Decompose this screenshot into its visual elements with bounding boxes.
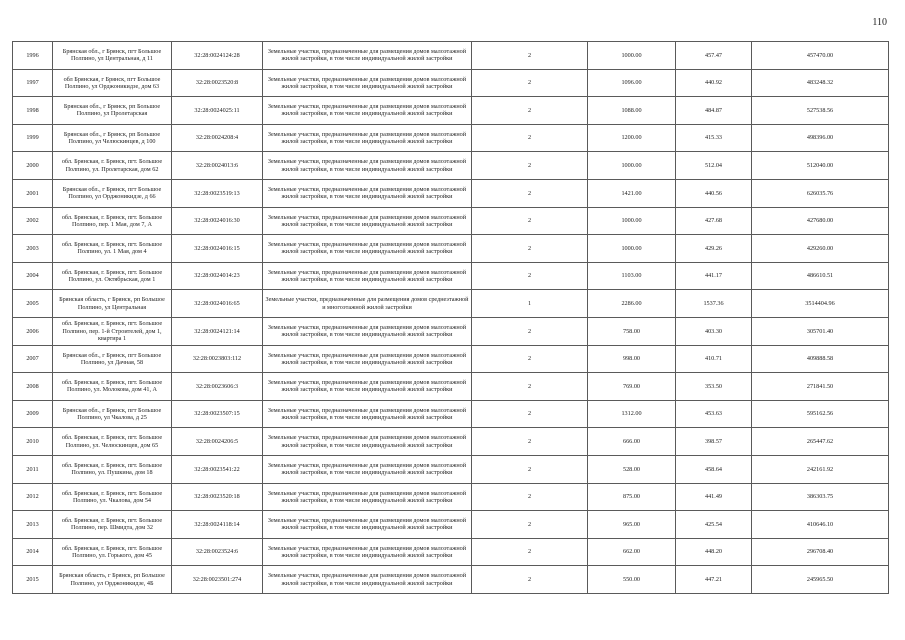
specific-value-cell: 353.50 — [676, 373, 752, 401]
cadastral-number-cell: 32:28:0024013:6 — [172, 152, 263, 180]
row-number-cell: 2001 — [13, 179, 53, 207]
group-code-cell: 2 — [472, 235, 588, 263]
cadastral-number-cell: 32:28:0024208:4 — [172, 124, 263, 152]
specific-value-cell: 484.87 — [676, 97, 752, 125]
area-cell: 1200.00 — [588, 124, 676, 152]
row-number-cell: 2011 — [13, 455, 53, 483]
land-use-cell: Земельные участки, предназначенные для размещения домов малоэтажной жилой застройки, в том числе индивидуальной жилой застройки — [263, 179, 472, 207]
area-cell: 1103.00 — [588, 262, 676, 290]
group-code-cell: 1 — [472, 290, 588, 318]
address-cell: Брянская область, г Брянск, рп Большое Полпино, ул Центральная — [53, 290, 172, 318]
specific-value-cell: 415.33 — [676, 124, 752, 152]
cadastral-value-cell: 305701.40 — [752, 317, 889, 345]
area-cell: 1088.00 — [588, 97, 676, 125]
cadastral-number-cell: 32:28:0023519:13 — [172, 179, 263, 207]
land-use-cell: Земельные участки, предназначенные для размещения домов малоэтажной жилой застройки, в том числе индивидуальной жилой застройки — [263, 455, 472, 483]
cadastral-number-cell: 32:28:0023520:8 — [172, 69, 263, 97]
cadastral-number-cell: 32:28:0023803:112 — [172, 345, 263, 373]
table-row — [13, 42, 889, 70]
table-row — [13, 400, 889, 428]
address-cell: Брянская обл., г Брянск, рп Большое Полпино, ул Пролетарская — [53, 97, 172, 125]
area-cell: 528.00 — [588, 455, 676, 483]
group-code-cell: 2 — [472, 538, 588, 566]
row-number-cell: 2010 — [13, 428, 53, 456]
specific-value-cell: 448.20 — [676, 538, 752, 566]
row-number-cell: 2008 — [13, 373, 53, 401]
address-cell: Брянская обл., г Брянск, пгт Большое Полпино, ул Центральная, д 11 — [53, 42, 172, 70]
row-number-cell: 2006 — [13, 317, 53, 345]
cadastral-number-cell: 32:28:0023524:6 — [172, 538, 263, 566]
cadastral-value-cell: 457470.00 — [752, 42, 889, 70]
cadastral-number-cell: 32:28:0023606:3 — [172, 373, 263, 401]
cadastral-number-cell: 32:28:0024016:65 — [172, 290, 263, 318]
row-number-cell: 2015 — [13, 566, 53, 594]
land-use-cell: Земельные участки, предназначенные для размещения домов среднеэтажной и многоэтажной жилой застройки — [263, 290, 472, 318]
cadastral-value-cell: 242161.92 — [752, 455, 889, 483]
row-number-cell: 1997 — [13, 69, 53, 97]
cadastral-value-cell: 386303.75 — [752, 483, 889, 511]
cadastral-value-cell: 429260.00 — [752, 235, 889, 263]
row-number-cell: 2012 — [13, 483, 53, 511]
area-cell: 1421.00 — [588, 179, 676, 207]
group-code-cell: 2 — [472, 455, 588, 483]
area-cell: 875.00 — [588, 483, 676, 511]
specific-value-cell: 429.26 — [676, 235, 752, 263]
table-row — [13, 511, 889, 539]
table-row — [13, 566, 889, 594]
specific-value-cell: 398.57 — [676, 428, 752, 456]
table-row — [13, 179, 889, 207]
specific-value-cell: 427.68 — [676, 207, 752, 235]
cadastral-number-cell: 32:28:0024014:23 — [172, 262, 263, 290]
cadastral-number-cell: 32:28:0023541:22 — [172, 455, 263, 483]
cadastral-number-cell: 32:28:0024118:14 — [172, 511, 263, 539]
address-cell: Брянская обл., г Брянск, пгт Большое Полпино, ул Орджоникидзе, д 66 — [53, 179, 172, 207]
row-number-cell: 2009 — [13, 400, 53, 428]
specific-value-cell: 512.04 — [676, 152, 752, 180]
land-use-cell: Земельные участки, предназначенные для размещения домов малоэтажной жилой застройки, в том числе индивидуальной жилой застройки — [263, 538, 472, 566]
row-number-cell: 2014 — [13, 538, 53, 566]
specific-value-cell: 425.54 — [676, 511, 752, 539]
area-cell: 965.00 — [588, 511, 676, 539]
group-code-cell: 2 — [472, 511, 588, 539]
table-row — [13, 262, 889, 290]
cadastral-value-cell: 410646.10 — [752, 511, 889, 539]
cadastral-value-cell: 296708.40 — [752, 538, 889, 566]
group-code-cell: 2 — [472, 345, 588, 373]
cadastral-number-cell: 32:28:0023501:274 — [172, 566, 263, 594]
land-use-cell: Земельные участки, предназначенные для размещения домов малоэтажной жилой застройки, в том числе индивидуальной жилой застройки — [263, 42, 472, 70]
specific-value-cell: 453.63 — [676, 400, 752, 428]
table-row — [13, 69, 889, 97]
address-cell: обл. Брянская, г. Брянск, пгт. Большое Полпино, пер. Шмидта, дом 32 — [53, 511, 172, 539]
specific-value-cell: 441.17 — [676, 262, 752, 290]
cadastral-number-cell: 32:28:0024016:15 — [172, 235, 263, 263]
group-code-cell: 2 — [472, 69, 588, 97]
land-use-cell: Земельные участки, предназначенные для размещения домов малоэтажной жилой застройки, в том числе индивидуальной жилой застройки — [263, 262, 472, 290]
area-cell: 1000.00 — [588, 235, 676, 263]
area-cell: 666.00 — [588, 428, 676, 456]
cadastral-number-cell: 32:28:0023507:15 — [172, 400, 263, 428]
page-number: 110 — [872, 17, 887, 28]
group-code-cell: 2 — [472, 566, 588, 594]
cadastral-value-cell: 245965.50 — [752, 566, 889, 594]
table-row — [13, 124, 889, 152]
address-cell: обл. Брянская, г. Брянск, пгт. Большое Полпино, пер. 1 Мая, дом 7, А — [53, 207, 172, 235]
table-row — [13, 345, 889, 373]
land-use-cell: Земельные участки, предназначенные для размещения домов малоэтажной жилой застройки, в том числе индивидуальной жилой застройки — [263, 511, 472, 539]
cadastral-value-cell: 271841.50 — [752, 373, 889, 401]
row-number-cell: 1999 — [13, 124, 53, 152]
row-number-cell: 2005 — [13, 290, 53, 318]
row-number-cell: 2002 — [13, 207, 53, 235]
group-code-cell: 2 — [472, 373, 588, 401]
row-number-cell: 2013 — [13, 511, 53, 539]
cadastral-number-cell: 32:28:0024121:14 — [172, 317, 263, 345]
specific-value-cell: 1537.36 — [676, 290, 752, 318]
table-row — [13, 483, 889, 511]
table-row — [13, 290, 889, 318]
group-code-cell: 2 — [472, 179, 588, 207]
cadastral-number-cell: 32:28:0024124:28 — [172, 42, 263, 70]
address-cell: обл. Брянская, г. Брянск, пгт. Большое Полпино, ул. Октябрьская, дом 1 — [53, 262, 172, 290]
cadastral-value-cell: 626035.76 — [752, 179, 889, 207]
cadastral-value-cell: 265447.62 — [752, 428, 889, 456]
land-use-cell: Земельные участки, предназначенные для размещения домов малоэтажной жилой застройки, в том числе индивидуальной жилой застройки — [263, 207, 472, 235]
address-cell: обл. Брянская, г. Брянск, пгт. Большое Полпино, пер. 1-й Строителей, дом 1, квартира 1 — [53, 317, 172, 345]
address-cell: обл. Брянская, г. Брянск, пгт. Большое Полпино, ул. Молокова, дом 41, А — [53, 373, 172, 401]
address-cell: обл. Брянская, г. Брянск, пгт. Большое Полпино, ул. Горького, дом 45 — [53, 538, 172, 566]
table-row — [13, 428, 889, 456]
address-cell: обл. Брянская, г. Брянск, пгт. Большое Полпино, ул. Челюскинцев, дом 65 — [53, 428, 172, 456]
table-row — [13, 235, 889, 263]
specific-value-cell: 403.30 — [676, 317, 752, 345]
area-cell: 1096.00 — [588, 69, 676, 97]
group-code-cell: 2 — [472, 42, 588, 70]
table-row — [13, 97, 889, 125]
row-number-cell: 2003 — [13, 235, 53, 263]
group-code-cell: 2 — [472, 262, 588, 290]
cadastral-value-cell: 527538.56 — [752, 97, 889, 125]
table-row — [13, 152, 889, 180]
row-number-cell: 2007 — [13, 345, 53, 373]
group-code-cell: 2 — [472, 207, 588, 235]
cadastral-value-cell: 486610.51 — [752, 262, 889, 290]
area-cell: 1312.00 — [588, 400, 676, 428]
table-row — [13, 455, 889, 483]
specific-value-cell: 447.21 — [676, 566, 752, 594]
land-use-cell: Земельные участки, предназначенные для размещения домов малоэтажной жилой застройки, в том числе индивидуальной жилой застройки — [263, 152, 472, 180]
group-code-cell: 2 — [472, 124, 588, 152]
cadastral-value-cell: 427680.00 — [752, 207, 889, 235]
table-row — [13, 317, 889, 345]
cadastral-value-cell: 409888.58 — [752, 345, 889, 373]
cadastral-number-cell: 32:28:0023520:18 — [172, 483, 263, 511]
land-use-cell: Земельные участки, предназначенные для размещения домов малоэтажной жилой застройки, в том числе индивидуальной жилой застройки — [263, 69, 472, 97]
land-use-cell: Земельные участки, предназначенные для размещения домов малоэтажной жилой застройки, в том числе индивидуальной жилой застройки — [263, 373, 472, 401]
land-use-cell: Земельные участки, предназначенные для размещения домов малоэтажной жилой застройки, в том числе индивидуальной жилой застройки — [263, 235, 472, 263]
address-cell: Брянская обл., г Брянск, пгт Большое Полпино, ул Дачная, 58 — [53, 345, 172, 373]
cadastral-value-cell: 498396.00 — [752, 124, 889, 152]
row-number-cell: 1998 — [13, 97, 53, 125]
cadastral-number-cell: 32:28:0024016:30 — [172, 207, 263, 235]
cadastral-value-cell: 3514404.96 — [752, 290, 889, 318]
address-cell: Брянская обл., г Брянск, пгт Большое Полпино, ул Чкалова, д 25 — [53, 400, 172, 428]
table-body — [13, 42, 889, 594]
group-code-cell: 2 — [472, 97, 588, 125]
address-cell: обл. Брянская, г. Брянск, пгт. Большое Полпино, ул. Чкалова, дом 54 — [53, 483, 172, 511]
area-cell: 2286.00 — [588, 290, 676, 318]
row-number-cell: 1996 — [13, 42, 53, 70]
area-cell: 998.00 — [588, 345, 676, 373]
cadastral-value-cell: 483248.32 — [752, 69, 889, 97]
group-code-cell: 2 — [472, 428, 588, 456]
group-code-cell: 2 — [472, 483, 588, 511]
area-cell: 662.00 — [588, 538, 676, 566]
land-use-cell: Земельные участки, предназначенные для размещения домов малоэтажной жилой застройки, в том числе индивидуальной жилой застройки — [263, 483, 472, 511]
land-use-cell: Земельные участки, предназначенные для размещения домов малоэтажной жилой застройки, в том числе индивидуальной жилой застройки — [263, 317, 472, 345]
row-number-cell: 2000 — [13, 152, 53, 180]
table-row — [13, 373, 889, 401]
specific-value-cell: 441.49 — [676, 483, 752, 511]
group-code-cell: 2 — [472, 400, 588, 428]
specific-value-cell: 458.64 — [676, 455, 752, 483]
address-cell: обл. Брянская, г. Брянск, пгт. Большое Полпино, ул. Пушкина, дом 18 — [53, 455, 172, 483]
cadastral-value-table — [12, 41, 889, 594]
row-number-cell: 2004 — [13, 262, 53, 290]
area-cell: 550.00 — [588, 566, 676, 594]
specific-value-cell: 440.56 — [676, 179, 752, 207]
table-row — [13, 538, 889, 566]
land-use-cell: Земельные участки, предназначенные для размещения домов малоэтажной жилой застройки, в том числе индивидуальной жилой застройки — [263, 97, 472, 125]
land-use-cell: Земельные участки, предназначенные для размещения домов малоэтажной жилой застройки, в том числе индивидуальной жилой застройки — [263, 345, 472, 373]
cadastral-value-cell: 512040.00 — [752, 152, 889, 180]
land-use-cell: Земельные участки, предназначенные для размещения домов малоэтажной жилой застройки, в том числе индивидуальной жилой застройки — [263, 428, 472, 456]
specific-value-cell: 440.92 — [676, 69, 752, 97]
cadastral-number-cell: 32:28:0024025:11 — [172, 97, 263, 125]
area-cell: 769.00 — [588, 373, 676, 401]
area-cell: 1000.00 — [588, 207, 676, 235]
table-row — [13, 207, 889, 235]
address-cell: обл. Брянская, г. Брянск, пгт. Большое Полпино, ул. 1 Мая, дом 4 — [53, 235, 172, 263]
land-use-cell: Земельные участки, предназначенные для размещения домов малоэтажной жилой застройки, в том числе индивидуальной жилой застройки — [263, 566, 472, 594]
land-use-cell: Земельные участки, предназначенные для размещения домов малоэтажной жилой застройки, в том числе индивидуальной жилой застройки — [263, 400, 472, 428]
specific-value-cell: 410.71 — [676, 345, 752, 373]
specific-value-cell: 457.47 — [676, 42, 752, 70]
land-use-cell: Земельные участки, предназначенные для размещения домов малоэтажной жилой застройки, в том числе индивидуальной жилой застройки — [263, 124, 472, 152]
area-cell: 1000.00 — [588, 152, 676, 180]
address-cell: Брянская область, г Брянск, рп Большое Полпино, ул Орджоникидзе, 4Б — [53, 566, 172, 594]
cadastral-number-cell: 32:28:0024206:5 — [172, 428, 263, 456]
area-cell: 1000.00 — [588, 42, 676, 70]
group-code-cell: 2 — [472, 317, 588, 345]
area-cell: 758.00 — [588, 317, 676, 345]
address-cell: обл Брянская, г Брянск, пгт Большое Полпино, ул Орджоникидзе, дом 63 — [53, 69, 172, 97]
address-cell: Брянская обл., г Брянск, рп Большое Полпино, ул Челюскинцев, д 100 — [53, 124, 172, 152]
cadastral-value-cell: 595162.56 — [752, 400, 889, 428]
address-cell: обл. Брянская, г. Брянск, пгт. Большое Полпино, ул. Пролетарская, дом 62 — [53, 152, 172, 180]
group-code-cell: 2 — [472, 152, 588, 180]
